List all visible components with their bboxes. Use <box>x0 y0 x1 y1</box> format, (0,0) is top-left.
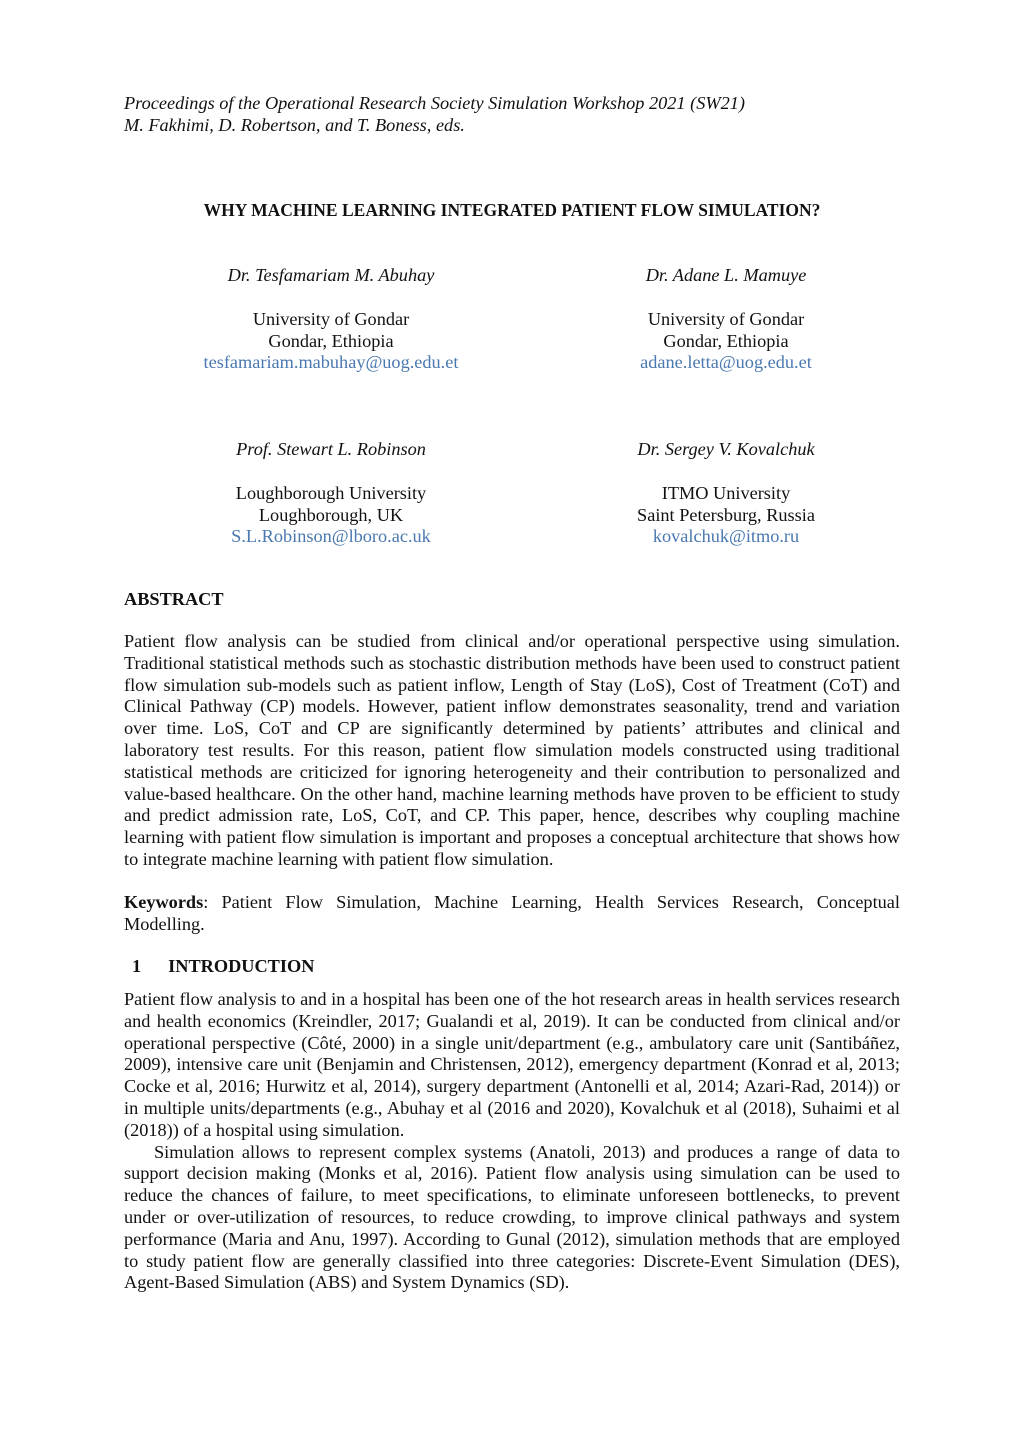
author-block <box>546 439 906 548</box>
author-affiliation: University of Gondar <box>647 308 805 329</box>
author-name: Prof. Stewart L. Robinson <box>236 439 426 459</box>
proceedings-title: Proceedings of the Operational Research Society Simulation Workshop 2021 (SW21) <box>124 93 745 113</box>
paper-title: WHY MACHINE LEARNING INTEGRATED PATIENT FLOW SIMULATION? <box>203 200 821 220</box>
introduction-body <box>124 989 900 1294</box>
author-location: Saint Petersburg, Russia <box>637 504 815 525</box>
author-name: Dr. Sergey V. Kovalchuk <box>637 439 815 459</box>
abstract-text: Patient flow analysis can be studied from clinical and/or operational perspective using simulation. Traditional statistical methods such as stochastic distribution methods have been used to construct patient flow simulation sub-models such as patient inflow, Length of Stay (LoS), Cost of Treatment (CoT) and Clinical Pathway (CP) models. However, patient inflow demonstrates seasonality, trend and variation over time. LoS, CoT and CP are significantly determined by patients’ attributes and clinical and laboratory test results. For this reason, patient flow simulation models constructed using traditional statistical methods are criticized for ignoring heterogeneity and their contribution to personalized and value-based healthcare. On the other hand, machine learning methods have proven to be efficient to study and predict admission rate, LoS, CoT, and CP. This paper, hence, describes why coupling machine learning with patient flow simulation is important and proposes a conceptual architecture that shows how to integrate machine learning with patient flow simulation. <box>124 631 900 869</box>
section-heading-introduction <box>132 956 314 978</box>
proceedings-header <box>124 93 745 137</box>
editors: M. Fakhimi, D. Robertson, and T. Boness, eds. <box>124 114 465 135</box>
author-affiliation: Loughborough University <box>235 482 427 503</box>
author-name: Dr. Adane L. Mamuye <box>645 265 807 285</box>
author-block <box>151 265 511 374</box>
abstract-body <box>124 631 900 871</box>
author-email-link[interactable]: tesfamariam.mabuhay@uog.edu.et <box>203 352 459 373</box>
author-block <box>151 439 511 548</box>
keywords <box>124 892 900 936</box>
section-title: INTRODUCTION <box>168 956 315 976</box>
author-affiliation: ITMO University <box>661 482 791 503</box>
paragraph: Patient flow analysis to and in a hospital has been one of the hot research areas in health services research and health economics (Kreindler, 2017; Gualandi et al, 2019). It can be conducted from clinical and/or operational perspective (Côté, 2000) in a single unit/department (e.g., ambulatory care unit (Santibáñez, 2009), intensive care unit (Benjamin and Christensen, 2012), emergency department (Konrad et al, 2013; Cocke et al, 2016; Hurwitz et al, 2014), surgery department (Antonelli et al, 2014; Azari-Rad, 2014)) or in multiple units/departments (e.g., Abuhay et al (2016 and 2020), Kovalchuk et al (2018), Suhaimi et al (2018)) of a hospital using simulation. <box>124 989 900 1140</box>
author-location: Gondar, Ethiopia <box>268 330 394 351</box>
author-name: Dr. Tesfamariam M. Abuhay <box>227 265 435 285</box>
author-email-link[interactable]: kovalchuk@itmo.ru <box>652 526 800 547</box>
author-block <box>546 265 906 374</box>
abstract-heading: ABSTRACT <box>124 589 224 609</box>
paragraph: Simulation allows to represent complex systems (Anatoli, 2013) and produces a range of data to support decision making (Monks et al, 2016). Patient flow analysis using simulation can be used to reduce the chances of failure, to meet specifications, to eliminate unforeseen bottlenecks, to prevent under or over-utilization of resources, to reduce crowding, to improve clinical pathways and system performance (Maria and Anu, 1997). According to Gunal (2012), simulation methods that are employed to study patient flow are generally classified into three categories: Discrete-Event Simulation (DES), Agent-Based Simulation (ABS) and System Dynamics (SD). <box>124 1141 900 1293</box>
author-location: Loughborough, UK <box>258 504 404 525</box>
keywords-label: Keywords <box>124 892 204 912</box>
author-location: Gondar, Ethiopia <box>663 330 789 351</box>
author-email-link[interactable]: S.L.Robinson@lboro.ac.uk <box>231 526 431 547</box>
author-email-link[interactable]: adane.letta@uog.edu.et <box>640 352 812 373</box>
keywords-text: : Patient Flow Simulation, Machine Learning, Health Services Research, Conceptual Modelling. <box>124 892 900 934</box>
author-affiliation: University of Gondar <box>252 308 410 329</box>
section-number: 1 <box>132 956 142 976</box>
